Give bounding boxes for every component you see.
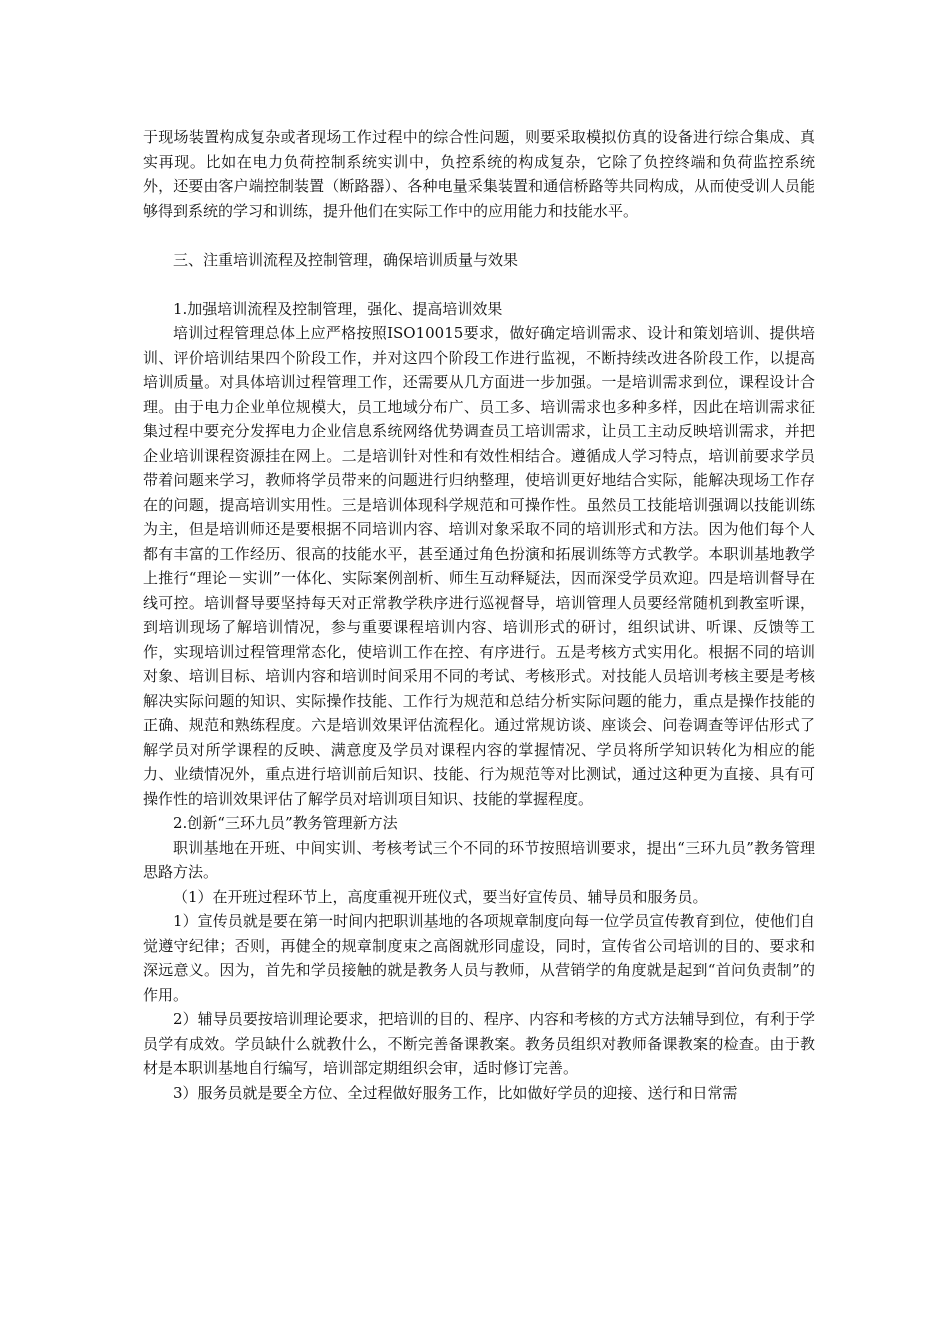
subsection-heading-2: 2.创新“三环九员”教务管理新方法 <box>173 814 398 832</box>
body-paragraph-training-process: 培训过程管理总体上应严格按照ISO10015要求，做好确定培训需求、设计和策划培训、提供培训、评价培训结果四个阶段工作，并对这四个阶段工作进行监视，不断持续改进各阶段工作，以提高培训质量。对具体培训过程管理工作，还需要从几方面进一步加强。一是培训需求到位，课程设计合理。由于电力企业单位规模大，员工地域分布广、员工多、培训需求也多种多样，因此在培训需求征集过程中要充分发挥电力企业信息系统网络优势调查员工培训需求，让员工主动反映培训需求，并把企业培训课程资源挂在网上。二是培训针对性和有效性相结合。遵循成人学习特点，培训前要求学员带着问题来学习，教师将学员带来的问题进行归纳整理，使培训更好地结合实际，能解决现场工作存在的问题，提高培训实用性。三是培训体现科学规范和可操作性。虽然员工技能培训强调以技能训练为主，但是培训师还是要根据不同培训内容、培训对象采取不同的培训形式和方法。因为他们每个人都有丰富的工作经历、很高的技能水平，甚至通过角色扮演和拓展训练等方式教学。本职训基地教学上推行“理论－实训”一体化、实际案例剖析、师生互动释疑法，因而深受学员欢迎。四是培训督导在线可控。培训督导要坚持每天对正常教学秩序进行巡视督导，培训管理人员要经常随机到教室听课，到培训现场了解培训情况，参与重要课程培训内容、培训形式的研讨，组织试讲、听课、反馈等工作，实现培训过程管理常态化，使培训工作在控、有序进行。五是考核方式实用化。根据不同的培训对象、培训目标、培训内容和培训时间采用不同的考试、考核形式。对技能人员培训考核主要是考核解决实际问题的知识、实际操作技能、工作行为规范和总结分析实际问题的能力，重点是操作技能的正确、规范和熟练程度。六是培训效果评估流程化。通过常规访谈、座谈会、问卷调查等评估形式了解学员对所学课程的反映、满意度及学员对课程内容的掌握情况、学员将所学知识转化为相应的能力、业绩情况外，重点进行培训前后知识、技能、行为规范等对比测试，通过这种更为直接、具有可操作性的培训效果评估了解学员对培训项目知识、技能的掌握程度。 <box>143 324 815 808</box>
list-item-opening-stage: （1）在开班过程环节上，高度重视开班仪式，要当好宣传员、辅导员和服务员。 <box>173 887 708 906</box>
section-heading-3: 三、注重培训流程及控制管理，确保培训质量与效果 <box>173 250 519 269</box>
body-paragraph-continued: 于现场装置构成复杂或者现场工作过程中的综合性问题，则要采取模拟仿真的设备进行综合集成、真实再现。比如在电力负荷控制系统实训中，负控系统的构成复杂，它除了负控终端和负荷监控系统外，还要由客户端控制装置（断路器）、各种电量采集装置和通信桥路等共同构成，从而使受训人员能够得到系统的学习和训练，提升他们在实际工作中的应用能力和技能水平。 <box>143 128 815 220</box>
body-paragraph-three-rings: 职训基地在开班、中间实训、考核考试三个不同的环节按照培训要求，提出“三环九员”教务管理思路方法。 <box>143 838 815 881</box>
subsection-heading-1: 1.加强培训流程及控制管理，强化、提高培训效果 <box>173 299 503 318</box>
list-item-service-staff: 3）服务员就是要全方位、全过程做好服务工作，比如做好学员的迎接、送行和日常需 <box>173 1083 738 1102</box>
document-body <box>143 125 815 1105</box>
list-item-counselor: 2）辅导员要按培训理论要求，把培训的目的、程序、内容和考核的方式方法辅导到位，有利于学员学有成效。学员缺什么就教什么，不断完善备课教案。教务员组织对教师备课教案的检查。由于教材是本职训基地自行编写，培训部定期组织会审，适时修订完善。 <box>143 1010 815 1077</box>
list-item-publicist: 1）宣传员就是要在第一时间内把职训基地的各项规章制度向每一位学员宣传教育到位，使他们自觉遵守纪律；否则，再健全的规章制度束之高阁就形同虚设，同时，宣传省公司培训的目的、要求和深远意义。因为，首先和学员接触的就是教务人员与教师，从营销学的角度就是起到“首问负责制”的作用。 <box>143 912 815 1004</box>
